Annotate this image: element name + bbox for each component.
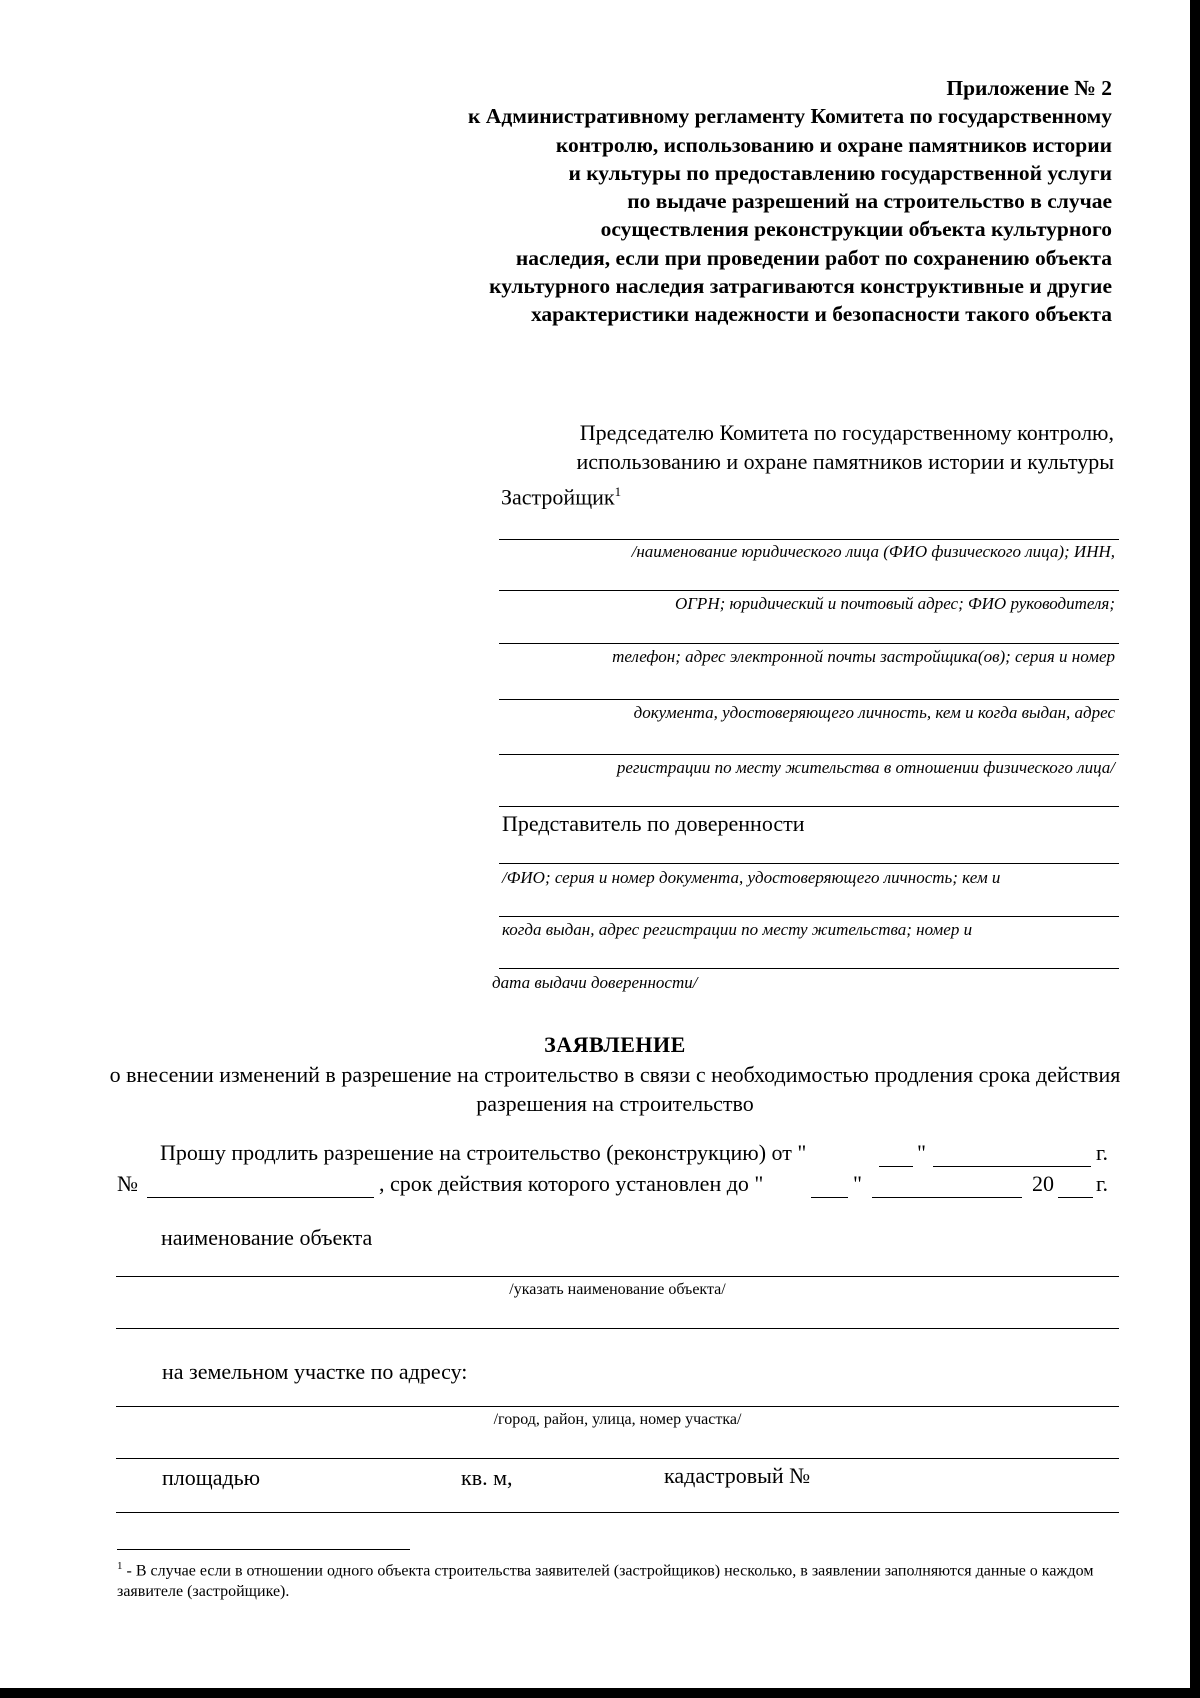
- developer-fill-line[interactable]: [499, 806, 1119, 807]
- request-text-1: Прошу продлить разрешение на строительство (реконструкцию) от ": [160, 1140, 807, 1165]
- land-label: на земельном участке по адресу:: [162, 1359, 468, 1384]
- statement-title: ЗАЯВЛЕНИЕ: [544, 1032, 686, 1057]
- quote-mark: ": [917, 1140, 926, 1165]
- representative-hint: дата выдачи доверенности/: [492, 973, 698, 992]
- object-name-field[interactable]: [116, 1328, 1119, 1329]
- representative-hint: когда выдан, адрес регистрации по месту жительства; номер и: [502, 920, 973, 939]
- footnote-text: - В случае если в отношении одного объекта строительства заявителей (застройщиков) несколько, в заявлении заполняются данные о каждом заявителе (застройщике).: [117, 1562, 1094, 1601]
- footnote-separator: [117, 1549, 410, 1550]
- number-sign: №: [117, 1171, 138, 1196]
- date-month-year-field[interactable]: [933, 1166, 1091, 1167]
- annex-line: наследия, если при проведении работ по сохранению объекта: [515, 245, 1112, 270]
- area-cadastral-field[interactable]: [116, 1512, 1119, 1513]
- developer-fill-line[interactable]: [499, 643, 1119, 644]
- annex-line: культурного наследия затрагиваются конструктивные и другие: [489, 274, 1112, 299]
- object-label: наименование объекта: [161, 1225, 373, 1250]
- representative-hint: /ФИО; серия и номер документа, удостоверяющего личность; кем и: [502, 868, 1001, 887]
- annex-header: [300, 74, 1112, 329]
- developer-hint: регистрации по месту жительства в отношении физического лица/: [616, 758, 1115, 777]
- developer-fill-line[interactable]: [499, 699, 1119, 700]
- representative-fill-line[interactable]: [499, 968, 1119, 969]
- annex-line: и культуры по предоставлению государственной услуги: [568, 160, 1112, 185]
- area-label: площадью: [162, 1465, 261, 1490]
- developer-fill-line[interactable]: [499, 754, 1119, 755]
- statement-subtitle: о внесении изменений в разрешение на строительство в связи с необходимостью продления срока действия разрешения на строительство: [109, 1062, 1121, 1116]
- permit-number-field[interactable]: [147, 1197, 374, 1198]
- annex-line: к Административному регламенту Комитета по государственному: [468, 104, 1112, 129]
- year-suffix: г.: [1096, 1171, 1109, 1196]
- annex-line: Приложение № 2: [946, 76, 1112, 100]
- developer-label-text: Застройщик: [501, 484, 615, 510]
- developer-hint: документа, удостоверяющего личность, кем и когда выдан, адрес: [633, 703, 1115, 722]
- developer-fill-line[interactable]: [499, 539, 1119, 540]
- century-prefix: 20: [1032, 1171, 1054, 1196]
- annex-line: характеристики надежности и безопасности такого объекта: [530, 302, 1112, 327]
- valid-until-month-field[interactable]: [872, 1197, 1022, 1198]
- addressee-line: использованию и охране памятников истории и культуры: [576, 449, 1114, 474]
- land-hint: /город, район, улица, номер участка/: [493, 1411, 742, 1428]
- developer-hint: ОГРН; юридический и почтовый адрес; ФИО руководителя;: [674, 594, 1115, 613]
- scan-edge-bottom: [0, 1688, 1200, 1698]
- area-unit: кв. м,: [461, 1465, 513, 1490]
- year-suffix: г.: [1096, 1140, 1109, 1165]
- developer-hint: телефон; адрес электронной почты застройщика(ов); серия и номер: [612, 647, 1115, 666]
- land-address-field[interactable]: [116, 1406, 1119, 1407]
- developer-footnote-mark: 1: [614, 484, 622, 499]
- cadastral-label: кадастровый №: [664, 1463, 811, 1488]
- date-day-field[interactable]: [879, 1166, 913, 1167]
- object-hint: /указать наименование объекта/: [509, 1281, 726, 1298]
- valid-until-day-field[interactable]: [811, 1197, 848, 1198]
- footnote-mark: 1: [117, 1560, 123, 1572]
- footnote: [117, 1556, 1117, 1602]
- annex-line: контролю, использованию и охране памятников истории: [555, 132, 1112, 157]
- object-name-field[interactable]: [116, 1276, 1119, 1277]
- request-text-2: , срок действия которого установлен до ": [379, 1171, 764, 1196]
- developer-fill-line[interactable]: [499, 590, 1119, 591]
- annex-line: осуществления реконструкции объекта культурного: [600, 217, 1112, 242]
- quote-mark: ": [853, 1171, 862, 1196]
- representative-fill-line[interactable]: [499, 916, 1119, 917]
- representative-label: Представитель по доверенности: [502, 811, 805, 836]
- valid-until-year-field[interactable]: [1058, 1197, 1093, 1198]
- annex-line: по выдаче разрешений на строительство в случае: [627, 189, 1112, 214]
- scan-edge-right: [1190, 0, 1200, 1698]
- representative-fill-line[interactable]: [499, 863, 1119, 864]
- developer-label: [501, 484, 621, 510]
- addressee-block: [440, 418, 1114, 476]
- addressee-line: Председателю Комитета по государственному контролю,: [579, 420, 1114, 445]
- land-address-field[interactable]: [116, 1458, 1119, 1459]
- developer-hint: /наименование юридического лица (ФИО физического лица); ИНН,: [631, 542, 1115, 561]
